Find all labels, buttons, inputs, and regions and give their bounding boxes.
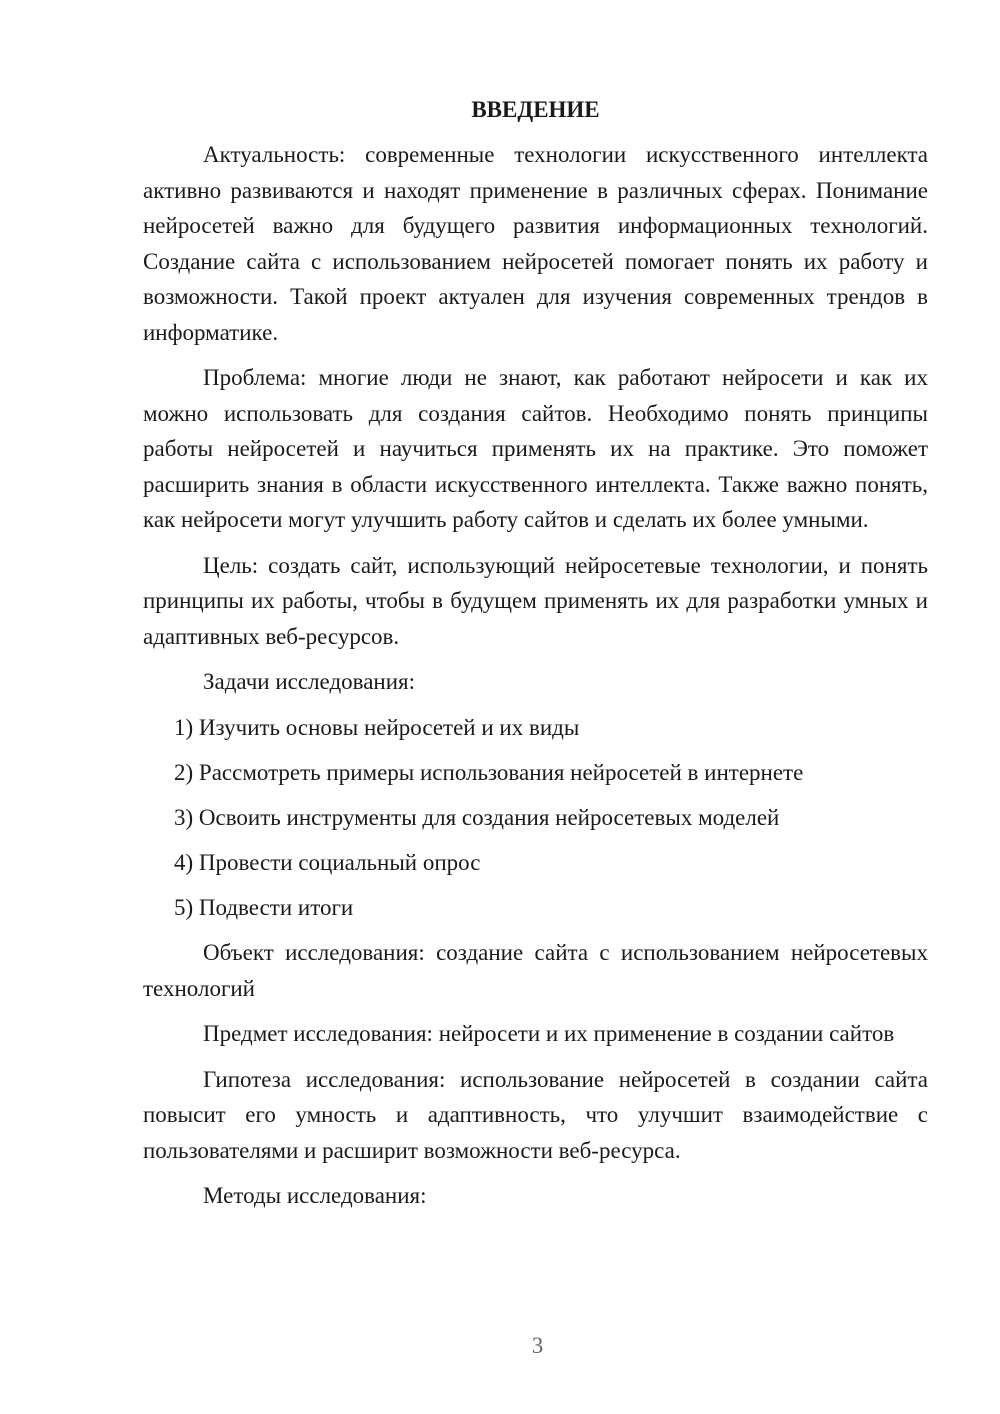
paragraph-goal: Цель: создать сайт, использующий нейросетевые технологии, и понять принципы их работы, чтобы в будущем применять их для разработки умных и адаптивных веб-ресурсов.	[143, 552, 928, 649]
paragraph-subject: Предмет исследования: нейросети и их применение в создании сайтов	[203, 1021, 895, 1046]
task-list	[143, 710, 928, 926]
paragraph-methods: Методы исследования:	[203, 1183, 427, 1208]
paragraph-relevance: Актуальность: современные технологии искусственного интеллекта активно развиваются и находят применение в различных сферах. Понимание нейросетей важно для будущего развития информационных технологий. Создание сайта с использованием нейросетей помогает понять их работу и возможности. Такой проект актуален для изучения современных трендов в информатике.	[143, 142, 928, 345]
section-heading: ВВЕДЕНИЕ	[471, 97, 600, 122]
paragraph-object: Объект исследования: создание сайта с использованием нейросетевых технологий	[143, 940, 928, 1001]
list-item: 4) Провести социальный опрос	[174, 849, 481, 875]
list-item: 3) Освоить инструменты для создания нейросетевых моделей	[174, 804, 780, 830]
list-item: 5) Подвести итоги	[174, 894, 354, 920]
list-item: 2) Рассмотреть примеры использования нейросетей в интернете	[174, 759, 804, 785]
paragraph-tasks-title: Задачи исследования:	[203, 669, 416, 694]
page-number: 3	[531, 1333, 544, 1358]
paragraph-hypothesis: Гипотеза исследования: использование нейросетей в создании сайта повысит его умность и адаптивность, что улучшит взаимодействие с пользователями и расширит возможности веб-ресурса.	[143, 1066, 928, 1163]
list-item: 1) Изучить основы нейросетей и их виды	[174, 714, 580, 740]
paragraph-problem: Проблема: многие люди не знают, как работают нейросети и как их можно использовать для создания сайтов. Необходимо понять принципы работы нейросетей и научиться применять их на практике. Это поможет расширить знания в области искусственного интеллекта. Также важно понять, как нейросети могут улучшить работу сайтов и сделать их более умными.	[143, 365, 928, 532]
page-content	[143, 94, 928, 1224]
